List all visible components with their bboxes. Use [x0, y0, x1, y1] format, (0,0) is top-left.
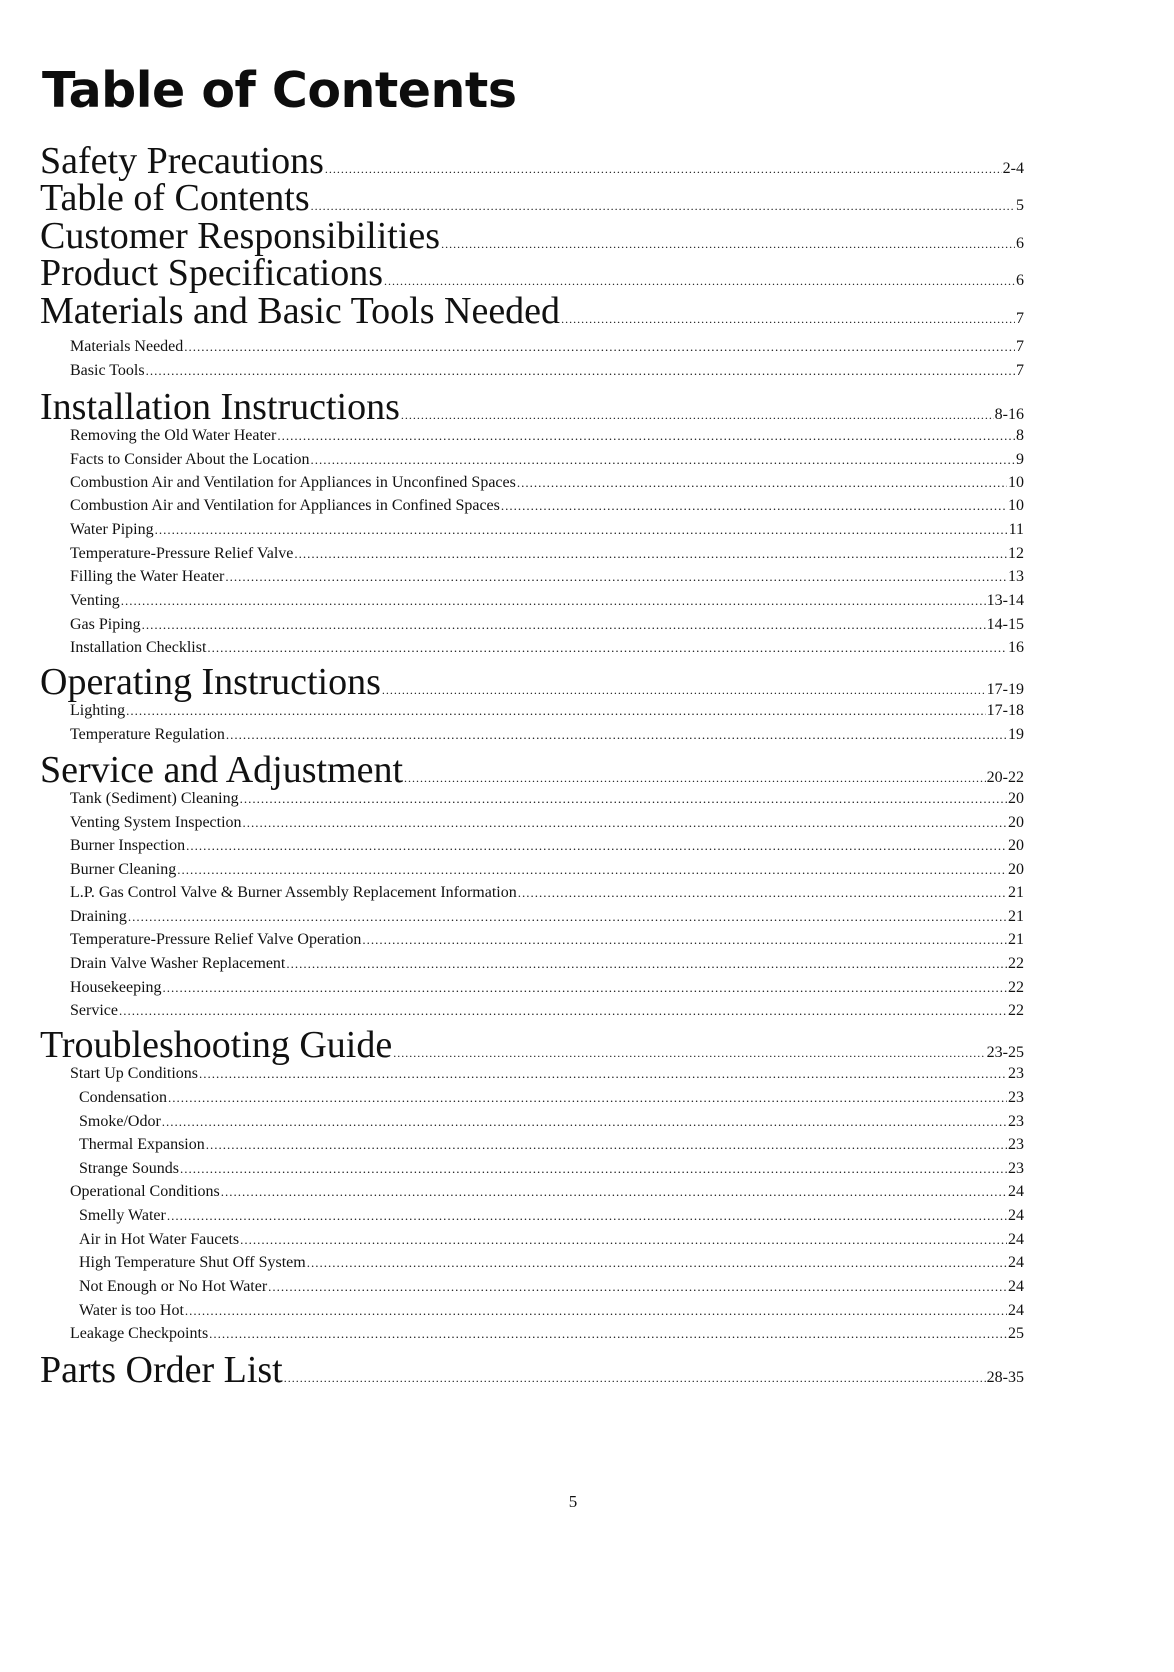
- leader-dots: [167, 1205, 1007, 1227]
- toc-page-number: 13-14: [986, 592, 1024, 609]
- toc-section[interactable]: [40, 1025, 1024, 1065]
- toc-entry-label: Burner Inspection: [70, 837, 186, 854]
- toc-section[interactable]: [40, 750, 1024, 790]
- toc-entry[interactable]: [70, 1063, 1024, 1085]
- toc-entry-label: Temperature-Pressure Relief Valve Operation: [70, 931, 362, 948]
- leader-dots: [501, 495, 1007, 517]
- toc-section-label: Table of Contents: [40, 177, 310, 219]
- toc-page-number: 16: [1008, 639, 1024, 656]
- toc-section-label: Product Specifications: [40, 252, 383, 294]
- toc-entry[interactable]: [79, 1229, 1024, 1251]
- leader-dots: [226, 724, 1007, 746]
- toc-entry[interactable]: [70, 495, 1024, 517]
- toc-entry[interactable]: [70, 859, 1024, 881]
- leader-dots: [121, 590, 986, 612]
- leader-dots: [155, 519, 1008, 541]
- toc-entry[interactable]: [70, 566, 1024, 588]
- leader-dots: [186, 835, 1007, 857]
- toc-entry-label: Tank (Sediment) Cleaning: [70, 790, 239, 807]
- toc-section-label: Parts Order List: [40, 1349, 283, 1391]
- toc-section-label: Troubleshooting Guide: [40, 1024, 393, 1066]
- leader-dots: [146, 360, 1015, 382]
- leader-dots: [243, 812, 1007, 834]
- toc-entry[interactable]: [70, 906, 1024, 928]
- leader-dots: [240, 788, 1007, 810]
- toc-entry[interactable]: [70, 929, 1024, 951]
- toc-page-number: 6: [1016, 235, 1024, 252]
- leader-dots: [180, 1158, 1007, 1180]
- toc-entry-label: Materials Needed: [70, 338, 184, 355]
- toc-page-number: 21: [1008, 931, 1024, 948]
- toc-page-number: 28-35: [986, 1369, 1024, 1386]
- leader-dots: [162, 1111, 1007, 1133]
- toc-section[interactable]: [40, 291, 1024, 331]
- toc-page-number: 10: [1008, 497, 1024, 514]
- toc-page-number: 22: [1008, 1002, 1024, 1019]
- toc-page-number: 20: [1008, 814, 1024, 831]
- leader-dots: [294, 543, 1007, 565]
- toc-section[interactable]: [40, 253, 1024, 293]
- toc-entry-label: Housekeeping: [70, 979, 162, 996]
- toc-page-number: 24: [1008, 1278, 1024, 1295]
- leader-dots: [177, 859, 1007, 881]
- toc-entry[interactable]: [70, 449, 1024, 471]
- toc-entry[interactable]: [79, 1205, 1024, 1227]
- toc-section[interactable]: [40, 216, 1024, 256]
- toc-page-number: 22: [1008, 955, 1024, 972]
- toc-entry[interactable]: [79, 1134, 1024, 1156]
- toc-page-number: 9: [1016, 451, 1024, 468]
- toc-entry[interactable]: [70, 590, 1024, 612]
- toc-entry-label: Smoke/Odor: [79, 1113, 161, 1130]
- leader-dots: [119, 1000, 1007, 1022]
- toc-page-number: 8-16: [994, 406, 1024, 423]
- toc-entry-label: Gas Piping: [70, 616, 141, 633]
- leader-dots: [561, 299, 1015, 339]
- toc-page-number: 23: [1008, 1160, 1024, 1177]
- toc-entry-label: Thermal Expansion: [79, 1136, 205, 1153]
- toc-page-number: 8: [1016, 427, 1024, 444]
- toc-section-label: Safety Precautions: [40, 140, 324, 182]
- toc-section-label: Operating Instructions: [40, 661, 381, 703]
- toc-entry[interactable]: [70, 425, 1024, 447]
- toc-section-label: Customer Responsibilities: [40, 215, 441, 257]
- leader-dots: [517, 472, 1007, 494]
- toc-page-number: 23: [1008, 1136, 1024, 1153]
- page-number: 5: [568, 1492, 578, 1511]
- toc-entry[interactable]: [70, 977, 1024, 999]
- toc-page-number: 6: [1016, 272, 1024, 289]
- toc-entry[interactable]: [70, 1323, 1024, 1345]
- toc-entry[interactable]: [79, 1111, 1024, 1133]
- toc-page-number: 13: [1008, 568, 1024, 585]
- leader-dots: [199, 1063, 1007, 1085]
- leader-dots: [168, 1087, 1007, 1109]
- toc-entry[interactable]: [70, 788, 1024, 810]
- leader-dots: [225, 566, 1007, 588]
- toc-entry-label: Smelly Water: [79, 1207, 166, 1224]
- leader-dots: [184, 336, 1015, 358]
- leader-dots: [518, 882, 1007, 904]
- leader-dots: [240, 1229, 1007, 1251]
- toc-entry[interactable]: [70, 835, 1024, 857]
- toc-entry[interactable]: [79, 1300, 1024, 1322]
- toc-section[interactable]: [40, 178, 1024, 218]
- toc-entry[interactable]: [70, 724, 1024, 746]
- toc-page-number: 7: [1016, 310, 1024, 327]
- leader-dots: [126, 700, 986, 722]
- toc-entry-label: Venting: [70, 592, 120, 609]
- toc-page-number: 24: [1008, 1302, 1024, 1319]
- leader-dots: [284, 1358, 986, 1398]
- leader-dots: [286, 953, 1007, 975]
- toc-entry[interactable]: [79, 1276, 1024, 1298]
- toc-entry[interactable]: [70, 519, 1024, 541]
- toc-page-number: 21: [1008, 884, 1024, 901]
- toc-entry-label: Service: [70, 1002, 118, 1019]
- toc-page-number: 23: [1008, 1089, 1024, 1106]
- toc-entry-label: Condensation: [79, 1089, 167, 1106]
- toc-section[interactable]: [40, 387, 1024, 427]
- toc-entry-label: High Temperature Shut Off System: [79, 1254, 306, 1271]
- toc-entry[interactable]: [79, 1087, 1024, 1109]
- leader-dots: [311, 449, 1015, 471]
- toc-page-number: 17-19: [986, 681, 1024, 698]
- toc-page-number: 10: [1008, 474, 1024, 491]
- toc-page-number: 20: [1008, 861, 1024, 878]
- toc-entry-label: Lighting: [70, 702, 126, 719]
- toc-entry-label: Draining: [70, 908, 127, 925]
- toc-page-number: 24: [1008, 1207, 1024, 1224]
- toc-section-label: Materials and Basic Tools Needed: [40, 290, 561, 332]
- toc-entry[interactable]: [70, 812, 1024, 834]
- toc-entry-label: Not Enough or No Hot Water: [79, 1278, 268, 1295]
- toc-entry-label: Drain Valve Washer Replacement: [70, 955, 286, 972]
- toc-page-number: 23-25: [986, 1044, 1024, 1061]
- toc-page-number: 11: [1008, 521, 1024, 538]
- toc-entry-label: Strange Sounds: [79, 1160, 179, 1177]
- toc-entry-label: Temperature-Pressure Relief Valve: [70, 545, 294, 562]
- toc-entry[interactable]: [70, 1000, 1024, 1022]
- toc-entry[interactable]: [70, 336, 1024, 358]
- toc-page-number: 22: [1008, 979, 1024, 996]
- toc-page-number: 23: [1008, 1065, 1024, 1082]
- toc-page-number: 25: [1008, 1325, 1024, 1342]
- toc-entry-label: Facts to Consider About the Location: [70, 451, 310, 468]
- toc-entry-label: Removing the Old Water Heater: [70, 427, 277, 444]
- toc-entry-label: Venting System Inspection: [70, 814, 242, 831]
- toc-entry[interactable]: [70, 882, 1024, 904]
- toc-entry[interactable]: [79, 1158, 1024, 1180]
- leader-dots: [362, 929, 1007, 951]
- toc-page-number: 20: [1008, 837, 1024, 854]
- toc-entry-label: Water Piping: [70, 521, 154, 538]
- toc-page-number: 20: [1008, 790, 1024, 807]
- toc-entry[interactable]: [70, 637, 1024, 659]
- toc-page-number: 17-18: [986, 702, 1024, 719]
- toc-page-number: 2-4: [1002, 160, 1024, 177]
- toc-page-number: 12: [1008, 545, 1024, 562]
- toc-entry[interactable]: [70, 543, 1024, 565]
- page-title: Table of Contents: [42, 62, 517, 119]
- toc-page-number: 24: [1008, 1254, 1024, 1271]
- toc-entry-label: Burner Cleaning: [70, 861, 177, 878]
- toc-page-number: 19: [1008, 726, 1024, 743]
- toc-entry[interactable]: [70, 472, 1024, 494]
- toc-entry[interactable]: [70, 700, 1024, 722]
- toc-page-number: 7: [1016, 338, 1024, 355]
- leader-dots: [307, 1252, 1007, 1274]
- toc-page-number: 24: [1008, 1183, 1024, 1200]
- toc-entry-label: Basic Tools: [70, 362, 145, 379]
- toc-page-number: 21: [1008, 908, 1024, 925]
- leader-dots: [277, 425, 1015, 447]
- toc-entry-label: Water is too Hot: [79, 1302, 184, 1319]
- leader-dots: [206, 1134, 1007, 1156]
- leader-dots: [185, 1300, 1007, 1322]
- leader-dots: [209, 1323, 1007, 1345]
- leader-dots: [268, 1276, 1007, 1298]
- toc-entry-label: Start Up Conditions: [70, 1065, 199, 1082]
- toc-entry[interactable]: [79, 1252, 1024, 1274]
- toc-entry[interactable]: [70, 360, 1024, 382]
- toc-entry-label: Leakage Checkpoints: [70, 1325, 209, 1342]
- toc-entry[interactable]: [70, 953, 1024, 975]
- toc-page-number: 20-22: [986, 769, 1024, 786]
- leader-dots: [128, 906, 1007, 928]
- toc-section[interactable]: [40, 662, 1024, 702]
- toc-entry-label: Combustion Air and Ventilation for Appliances in Confined Spaces: [70, 497, 500, 514]
- toc-entry[interactable]: [70, 614, 1024, 636]
- leader-dots: [163, 977, 1007, 999]
- toc-section-label: Service and Adjustment: [40, 749, 404, 791]
- leader-dots: [142, 614, 986, 636]
- toc-entry-label: Temperature Regulation: [70, 726, 225, 743]
- toc-page-number: 5: [1016, 197, 1024, 214]
- toc-page-number: 24: [1008, 1231, 1024, 1248]
- toc-page-number: 23: [1008, 1113, 1024, 1130]
- toc-page-number: 7: [1016, 362, 1024, 379]
- toc-section-label: Installation Instructions: [40, 386, 400, 428]
- toc-entry-label: L.P. Gas Control Valve & Burner Assembly Replacement Information: [70, 884, 517, 901]
- leader-dots: [207, 637, 1007, 659]
- toc-section[interactable]: [40, 141, 1024, 181]
- toc-entry[interactable]: [70, 1181, 1024, 1203]
- leader-dots: [221, 1181, 1007, 1203]
- toc-entry-label: Combustion Air and Ventilation for Appliances in Unconfined Spaces: [70, 474, 516, 491]
- toc-section[interactable]: [40, 1350, 1024, 1390]
- toc-entry-label: Installation Checklist: [70, 639, 207, 656]
- toc-entry-label: Filling the Water Heater: [70, 568, 225, 585]
- toc-entry-label: Operational Conditions: [70, 1183, 220, 1200]
- toc-page-number: 14-15: [986, 616, 1024, 633]
- toc-entry-label: Air in Hot Water Faucets: [79, 1231, 240, 1248]
